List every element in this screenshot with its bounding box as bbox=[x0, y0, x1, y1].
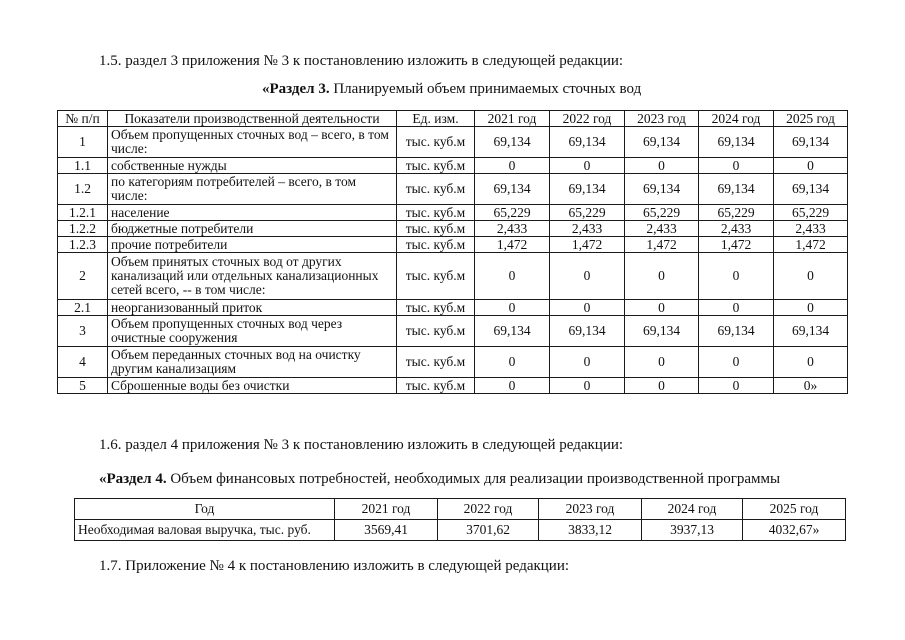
row-unit: тыс. куб.м bbox=[397, 378, 475, 394]
row-value: 0 bbox=[699, 300, 774, 316]
header-num: № п/п bbox=[58, 111, 108, 127]
row-value: 0 bbox=[475, 347, 550, 378]
row-num: 2.1 bbox=[58, 300, 108, 316]
table-row bbox=[58, 378, 848, 394]
row-value: 0 bbox=[475, 300, 550, 316]
section3-title-text: Планируемый объем принимаемых сточных вод bbox=[329, 81, 642, 97]
row-value: 0 bbox=[774, 347, 848, 378]
revenue-value: 3569,41 bbox=[335, 520, 438, 541]
header-year: Год bbox=[75, 499, 335, 520]
row-value: 69,134 bbox=[475, 127, 550, 158]
row-value: 0 bbox=[625, 300, 699, 316]
header-2025: 2025 год bbox=[743, 499, 846, 520]
row-unit: тыс. куб.м bbox=[397, 158, 475, 174]
header-2024: 2024 год bbox=[642, 499, 743, 520]
row-value: 69,134 bbox=[475, 174, 550, 205]
row-name: прочие потребители bbox=[108, 237, 397, 253]
paragraph-1-7: 1.7. Приложение № 4 к постановлению изложить в следующей редакции: bbox=[99, 558, 570, 574]
row-value: 0 bbox=[625, 158, 699, 174]
row-value: 69,134 bbox=[625, 316, 699, 347]
row-value: 0 bbox=[699, 347, 774, 378]
table-row bbox=[58, 158, 848, 174]
row-name: Объем пропущенных сточных вод – всего, в том числе: bbox=[108, 127, 397, 158]
row-value: 69,134 bbox=[774, 174, 848, 205]
row-value: 0 bbox=[774, 253, 848, 300]
row-value: 0 bbox=[774, 158, 848, 174]
revenue-value: 3833,12 bbox=[539, 520, 642, 541]
row-value: 0 bbox=[699, 378, 774, 394]
row-value: 1,472 bbox=[550, 237, 625, 253]
row-value: 2,433 bbox=[625, 221, 699, 237]
row-value: 69,134 bbox=[550, 316, 625, 347]
table-row bbox=[58, 205, 848, 221]
header-indicator: Показатели производственной деятельности bbox=[108, 111, 397, 127]
row-num: 2 bbox=[58, 253, 108, 300]
row-value: 65,229 bbox=[774, 205, 848, 221]
header-2022: 2022 год bbox=[550, 111, 625, 127]
row-value: 69,134 bbox=[550, 174, 625, 205]
revenue-value: 3937,13 bbox=[642, 520, 743, 541]
revenue-value: 4032,67» bbox=[743, 520, 846, 541]
row-value: 0 bbox=[550, 300, 625, 316]
revenue-label: Необходимая валовая выручка, тыс. руб. bbox=[75, 520, 335, 541]
row-unit: тыс. куб.м bbox=[397, 316, 475, 347]
section4-header-row bbox=[75, 499, 846, 520]
row-num: 1 bbox=[58, 127, 108, 158]
row-value: 1,472 bbox=[774, 237, 848, 253]
row-unit: тыс. куб.м bbox=[397, 205, 475, 221]
header-unit: Ед. изм. bbox=[397, 111, 475, 127]
row-value: 65,229 bbox=[625, 205, 699, 221]
header-2023: 2023 год bbox=[539, 499, 642, 520]
section4-title-bold: «Раздел 4. bbox=[99, 471, 167, 487]
row-name: собственные нужды bbox=[108, 158, 397, 174]
row-unit: тыс. куб.м bbox=[397, 127, 475, 158]
table-row bbox=[75, 520, 846, 541]
row-num: 1.2 bbox=[58, 174, 108, 205]
table-row bbox=[58, 174, 848, 205]
row-value: 0 bbox=[550, 253, 625, 300]
row-value: 0 bbox=[699, 253, 774, 300]
row-name: по категориям потребителей – всего, в том числе: bbox=[108, 174, 397, 205]
row-num: 1.2.1 bbox=[58, 205, 108, 221]
row-value: 1,472 bbox=[699, 237, 774, 253]
revenue-value: 3701,62 bbox=[438, 520, 539, 541]
row-value: 69,134 bbox=[774, 316, 848, 347]
row-name: Объем переданных сточных вод на очистку другим канализациям bbox=[108, 347, 397, 378]
header-2021: 2021 год bbox=[335, 499, 438, 520]
table-row bbox=[58, 300, 848, 316]
row-value: 2,433 bbox=[774, 221, 848, 237]
row-value: 0 bbox=[625, 378, 699, 394]
row-value: 1,472 bbox=[625, 237, 699, 253]
row-value: 2,433 bbox=[550, 221, 625, 237]
row-unit: тыс. куб.м bbox=[397, 237, 475, 253]
row-num: 5 bbox=[58, 378, 108, 394]
row-name: Объем принятых сточных вод от других канализаций или отдельных канализационных сетей всего, -- в том числе: bbox=[108, 253, 397, 300]
row-unit: тыс. куб.м bbox=[397, 347, 475, 378]
table-row bbox=[58, 253, 848, 300]
row-unit: тыс. куб.м bbox=[397, 174, 475, 205]
header-2024: 2024 год bbox=[699, 111, 774, 127]
row-value: 69,134 bbox=[550, 127, 625, 158]
section3-header-row bbox=[58, 111, 848, 127]
section3-table bbox=[57, 110, 848, 394]
row-value: 65,229 bbox=[699, 205, 774, 221]
row-value: 2,433 bbox=[699, 221, 774, 237]
section4-table bbox=[74, 498, 846, 541]
row-value: 65,229 bbox=[475, 205, 550, 221]
paragraph-1-5: 1.5. раздел 3 приложения № 3 к постановлению изложить в следующей редакции: bbox=[99, 53, 624, 69]
row-value: 0 bbox=[625, 347, 699, 378]
row-value: 0 bbox=[550, 378, 625, 394]
row-value: 0» bbox=[774, 378, 848, 394]
header-2025: 2025 год bbox=[774, 111, 848, 127]
row-value: 0 bbox=[774, 300, 848, 316]
table-row bbox=[58, 127, 848, 158]
row-name: население bbox=[108, 205, 397, 221]
row-name: Сброшенные воды без очистки bbox=[108, 378, 397, 394]
row-num: 4 bbox=[58, 347, 108, 378]
row-value: 69,134 bbox=[625, 174, 699, 205]
row-name: бюджетные потребители bbox=[108, 221, 397, 237]
row-value: 0 bbox=[625, 253, 699, 300]
section4-title bbox=[99, 470, 780, 488]
row-name: Объем пропущенных сточных вод через очистные сооружения bbox=[108, 316, 397, 347]
header-2022: 2022 год bbox=[438, 499, 539, 520]
header-2023: 2023 год bbox=[625, 111, 699, 127]
table-row bbox=[58, 316, 848, 347]
row-num: 3 bbox=[58, 316, 108, 347]
row-num: 1.2.2 bbox=[58, 221, 108, 237]
row-value: 0 bbox=[550, 158, 625, 174]
row-unit: тыс. куб.м bbox=[397, 300, 475, 316]
row-value: 0 bbox=[699, 158, 774, 174]
row-num: 1.2.3 bbox=[58, 237, 108, 253]
row-value: 69,134 bbox=[699, 316, 774, 347]
row-value: 0 bbox=[550, 347, 625, 378]
row-value: 69,134 bbox=[475, 316, 550, 347]
row-num: 1.1 bbox=[58, 158, 108, 174]
paragraph-1-6: 1.6. раздел 4 приложения № 3 к постановлению изложить в следующей редакции: bbox=[99, 437, 624, 453]
row-name: неорганизованный приток bbox=[108, 300, 397, 316]
table-row bbox=[58, 347, 848, 378]
row-value: 65,229 bbox=[550, 205, 625, 221]
row-value: 69,134 bbox=[699, 127, 774, 158]
table-row bbox=[58, 221, 848, 237]
section3-title bbox=[262, 80, 641, 98]
table-row bbox=[58, 237, 848, 253]
section4-title-text: Объем финансовых потребностей, необходимых для реализации производственной программы bbox=[166, 471, 781, 487]
row-unit: тыс. куб.м bbox=[397, 253, 475, 300]
row-value: 0 bbox=[475, 253, 550, 300]
row-value: 2,433 bbox=[475, 221, 550, 237]
row-value: 0 bbox=[475, 158, 550, 174]
row-value: 0 bbox=[475, 378, 550, 394]
row-value: 69,134 bbox=[625, 127, 699, 158]
section3-title-bold: «Раздел 3. bbox=[262, 81, 330, 97]
header-2021: 2021 год bbox=[475, 111, 550, 127]
row-unit: тыс. куб.м bbox=[397, 221, 475, 237]
row-value: 69,134 bbox=[699, 174, 774, 205]
row-value: 69,134 bbox=[774, 127, 848, 158]
row-value: 1,472 bbox=[475, 237, 550, 253]
